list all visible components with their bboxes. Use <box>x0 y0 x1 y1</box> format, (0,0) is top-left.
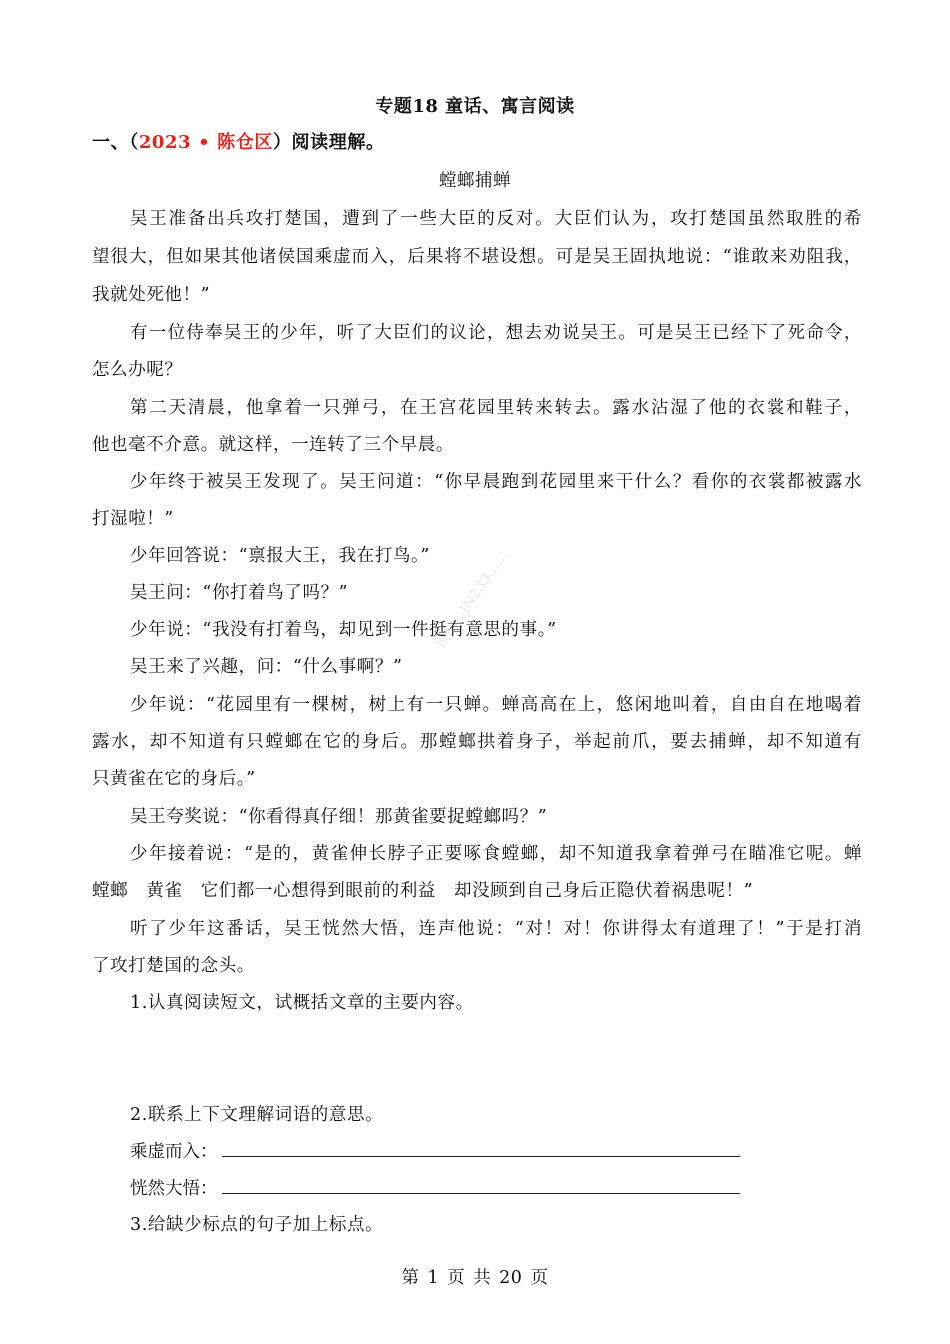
story-line: 听了少年这番话，吴王恍然大悟，连声他说：“对！对！你讲得太有道理了！”于是打消 <box>130 919 862 939</box>
story-line: 少年终于被吴王发现了。吴王问道：“你早晨跑到花园里来干什么？看你的衣裳都被露水 <box>130 472 862 492</box>
story-line: 了攻打楚国的念头。 <box>92 956 255 976</box>
answer-blank-1[interactable] <box>222 1155 740 1157</box>
footer-page-number: 1 <box>427 1268 440 1288</box>
story-line: 望很大，但如果其他诸侯国乘虚而入，后果将不堪设想。可是吴王固执地说：“谁敢来劝阻我， <box>92 247 862 267</box>
footer-gong: 共 <box>473 1268 492 1288</box>
question-3: 3.给缺少标点的句子加上标点。 <box>130 1215 384 1235</box>
term-label-2: 恍然大悟： <box>130 1179 218 1199</box>
story-line: 只黄雀在它的身后。” <box>92 769 256 789</box>
watermark: 微信：JN233…… <box>432 547 512 651</box>
footer-ye: 页 <box>530 1268 549 1288</box>
page-footer <box>0 1264 950 1289</box>
answer-row-1 <box>130 1138 740 1163</box>
section-source: 2023 • 陈仓区 <box>138 132 273 153</box>
term-label-1: 乘虚而入： <box>130 1142 218 1162</box>
story-line: 少年接着说：“是的，黄雀伸长脖子正要啄食螳螂，却不知道我拿着弹弓在瞄准它呢。蝉 <box>130 844 862 864</box>
story-line: 露水，却不知道有只螳螂在它的身后。那螳螂拱着身子，举起前爪，要去捕蝉，却不知道有 <box>92 732 862 752</box>
story-line: 吴王问：“你打着鸟了吗？” <box>130 583 349 603</box>
footer-ye: 页 <box>447 1268 466 1288</box>
story-line: 少年说：“我没有打着鸟，却见到一件挺有意思的事。” <box>130 620 557 640</box>
story-line: 吴王夸奖说：“你看得真仔细！那黄雀要捉螳螂吗？” <box>130 807 548 827</box>
footer-di: 第 <box>401 1268 420 1288</box>
story-line: 少年回答说：“禀报大王，我在打鸟。” <box>130 546 430 566</box>
story-line: 他也毫不介意。就这样，一连转了三个早晨。 <box>92 435 454 455</box>
story-line: 有一位侍奉吴王的少年，听了大臣们的议论，想去劝说吴王。可是吴王已经下了死命令， <box>130 323 862 343</box>
story-line: 第二天清晨，他拿着一只弹弓，在王宫花园里转来转去。露水沾湿了他的衣裳和鞋子， <box>130 398 862 418</box>
section-prefix: 一、（ <box>92 132 139 153</box>
story-line: 我就处死他！” <box>92 285 211 305</box>
answer-blank-2[interactable] <box>222 1192 740 1194</box>
story-line: 打湿啦！” <box>92 509 174 529</box>
story-line: 怎么办呢？ <box>92 360 183 380</box>
answer-row-2 <box>130 1175 740 1200</box>
story-line: 吴王来了兴趣，问：“什么事啊？” <box>130 657 403 677</box>
question-1: 1.认真阅读短文，试概括文章的主要内容。 <box>130 993 474 1013</box>
story-title: 螳螂捕蝉 <box>439 171 511 191</box>
section-suffix: ）阅读理解。 <box>272 132 385 153</box>
section-heading <box>92 128 862 154</box>
story-line-missing-punctuation: 螳螂 黄雀 它们都一心想得到眼前的利益 却没顾到自己身后正隐伏着祸患呢！” <box>92 881 754 901</box>
story-line: 少年说：“花园里有一棵树，树上有一只蝉。蝉高高在上，悠闲地叫着，自由自在地喝着 <box>130 695 862 715</box>
question-2: 2.联系上下文理解词语的意思。 <box>130 1105 384 1125</box>
footer-total-pages: 20 <box>499 1268 523 1288</box>
story-line: 吴王准备出兵攻打楚国，遭到了一些大臣的反对。大臣们认为，攻打楚国虽然取胜的希 <box>130 209 862 229</box>
page-title: 专题18 童话、寓言阅读 <box>375 96 575 117</box>
